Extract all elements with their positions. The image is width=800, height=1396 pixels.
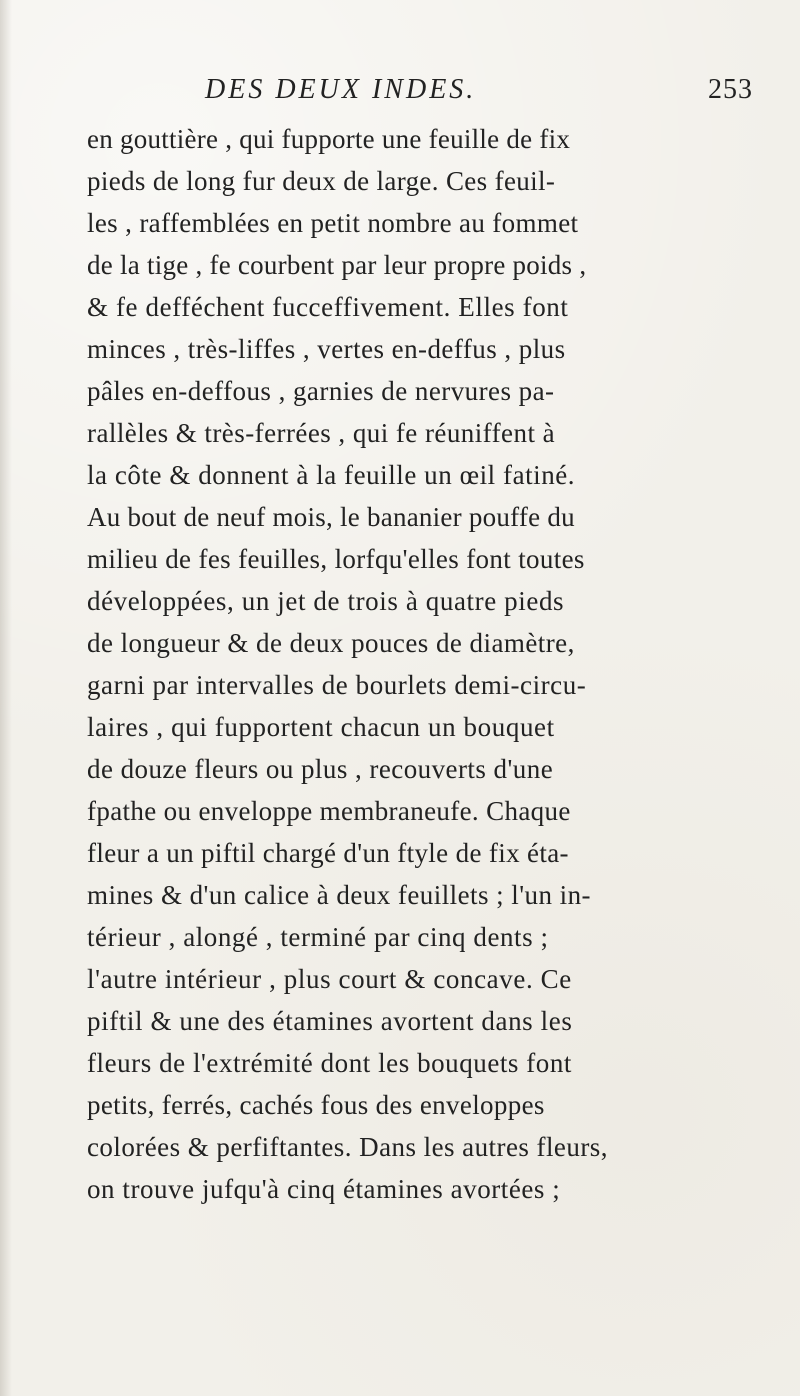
text-line: pieds de long fur deux de large. Ces feuil- [87, 166, 556, 196]
text-line: pâles en-deffous , garnies de nervures pa- [87, 376, 555, 406]
text-line: les , raffemblées en petit nombre au fommet [87, 208, 579, 238]
text-line: & fe defféchent fucceffivement. Elles font [87, 292, 569, 322]
text-line: rallèles & très-ferrées , qui fe réuniffent à [87, 418, 556, 448]
text-line: on trouve jufqu'à cinq étamines avortées ; [87, 1174, 561, 1204]
text-line: minces , très-liffes , vertes en-deffus , plus [87, 334, 566, 364]
text-line: la côte & donnent à la feuille un œil fatiné. [87, 460, 576, 490]
text-line: piftil & une des étamines avortent dans les [87, 1006, 573, 1036]
page-edge-shadow [0, 0, 12, 1396]
text-line: de longueur & de deux pouces de diamètre, [87, 628, 575, 658]
text-line: fleurs de l'extrémité dont les bouquets font [87, 1048, 572, 1078]
text-line: fleur a un piftil chargé d'un ftyle de fix éta- [87, 838, 569, 868]
text-line: mines & d'un calice à deux feuillets ; l'un in- [87, 880, 591, 910]
text-line: laires , qui fupportent chacun un bouquet [87, 712, 555, 742]
page-number: 253 [708, 74, 753, 105]
text-line: l'autre intérieur , plus court & concave. Ce [87, 964, 572, 994]
text-line: développées, un jet de trois à quatre pieds [87, 586, 565, 616]
running-title: DES DEUX INDES. [205, 74, 477, 105]
text-line: de la tige , fe courbent par leur propre poids , [87, 250, 587, 280]
text-line: petits, ferrés, cachés fous des enveloppes [87, 1090, 545, 1120]
text-line: térieur , alongé , terminé par cinq dents ; [87, 922, 549, 952]
body-text [87, 118, 727, 1210]
running-header [0, 74, 800, 108]
text-line: en gouttière , qui fupporte une feuille de fix [87, 124, 571, 154]
text-line: colorées & perfiftantes. Dans les autres fleurs, [87, 1132, 608, 1162]
text-line: Au bout de neuf mois, le bananier pouffe du [87, 502, 575, 532]
text-line: garni par intervalles de bourlets demi-circu- [87, 670, 587, 700]
text-line: de douze fleurs ou plus , recouverts d'une [87, 754, 554, 784]
text-line: fpathe ou enveloppe membraneufe. Chaque [87, 796, 571, 826]
text-line: milieu de fes feuilles, lorfqu'elles font toutes [87, 544, 585, 574]
